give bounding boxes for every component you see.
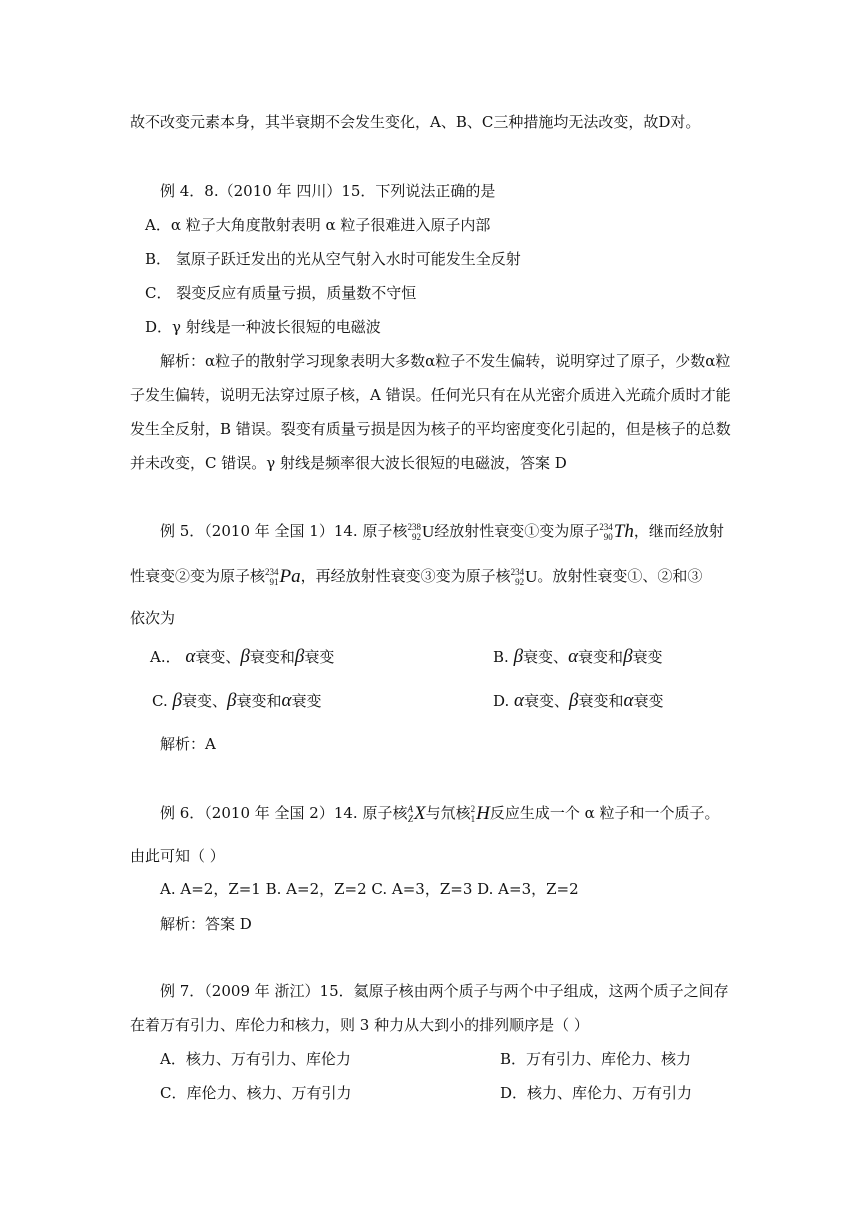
atomic-number: Z — [407, 814, 413, 824]
element-symbol: Th — [613, 521, 634, 542]
ex6-text-1c: 反应生成一个 α 粒子和一个质子。 — [489, 804, 720, 822]
mass-number: 238 — [407, 522, 421, 532]
ex5-stem-line-1 — [160, 520, 724, 543]
option-label: C. — [152, 692, 168, 710]
ex6-text-1b: 与氘核 — [425, 804, 471, 822]
nuclide-x — [407, 803, 425, 825]
ex5-stem-line-3: 依次为 — [130, 609, 176, 627]
ex7-option-d: D．核力、库伦力、万有引力 — [500, 1084, 693, 1102]
ex5-option-b — [493, 646, 663, 668]
ex4-analysis-line-4: 并未改变，C 错误。γ 射线是频率很大波长很短的电磁波，答案 D — [130, 454, 567, 472]
greek-symbol: β — [569, 690, 579, 711]
ex5-option-a — [150, 646, 334, 668]
greek-symbol: α — [514, 690, 525, 711]
atomic-number: 91 — [269, 577, 279, 587]
atomic-number: 90 — [603, 532, 613, 542]
option-text: 衰变和 — [578, 648, 624, 666]
greek-symbol: β — [513, 646, 524, 667]
ex4-option-b: B． 氢原子跃迁发出的光从空气射入水时可能发生全反射 — [145, 250, 521, 268]
ex5-text-2c: 。放射性衰变①、②和③ — [537, 567, 703, 585]
ex4-analysis-line-2: 子发生偏转，说明无法穿过原子核，A 错误。任何光只有在从光密介质进入光疏介质时才能 — [130, 386, 731, 404]
greek-symbol: β — [294, 646, 305, 667]
ex5-option-d — [493, 690, 664, 712]
nuclide-pa234 — [265, 566, 301, 588]
ex4-option-c: C． 裂变反应有质量亏损，质量数不守恒 — [145, 284, 417, 302]
element-symbol: X — [413, 803, 426, 824]
option-label: D. — [493, 692, 510, 710]
option-text: 衰变 — [304, 648, 335, 666]
ex5-stem-line-2 — [130, 565, 702, 588]
option-text: 衰变和 — [578, 692, 624, 710]
ex6-options: A. A=2，Z=1 B. A=2，Z=2 C. A=3，Z=3 D. A=3，Z=2 — [160, 880, 579, 898]
nuclide-th234 — [599, 521, 634, 543]
option-text: 衰变、 — [195, 648, 241, 666]
atomic-number: 92 — [515, 577, 525, 587]
atomic-number: 92 — [411, 532, 421, 542]
ex4-analysis-line-1: 解析：α粒子的散射学习现象表明大多数α粒子不发生偏转，说明穿过了原子，少数α粒 — [160, 352, 731, 370]
ex5-text-1b: 经放射性衰变①变为原子 — [434, 522, 600, 540]
atomic-number: 1 — [470, 814, 476, 824]
ex4-stem: 例 4．8.（2010 年 四川）15．下列说法正确的是 — [160, 182, 496, 200]
ex5-analysis: 解析：A — [160, 735, 216, 753]
ex5-text-2a: 性衰变②变为原子核 — [130, 567, 266, 585]
option-label: B. — [493, 648, 509, 666]
ex5-option-c — [152, 690, 321, 712]
mass-number: 234 — [599, 522, 613, 532]
ex7-stem-line-1: 例 7．（2009 年 浙江）15．氦原子核由两个质子与两个中子组成，这两个质子之间存 — [160, 982, 729, 1000]
option-text: 衰变和 — [236, 692, 282, 710]
ex5-text-1c: ，继而经放射 — [633, 522, 724, 540]
mass-number: 2 — [470, 804, 476, 814]
greek-symbol: α — [568, 646, 579, 667]
ex7-option-b: B．万有引力、库伦力、核力 — [500, 1050, 692, 1068]
option-label: A.． — [150, 648, 181, 666]
option-text: 衰变和 — [249, 648, 295, 666]
ex4-option-d: D．γ 射线是一种波长很短的电磁波 — [145, 318, 381, 336]
element-symbol: H — [476, 803, 490, 824]
top-line: 故不改变元素本身，其半衰期不会发生变化，A、B、C三种措施均无法改变，故D对。 — [130, 113, 701, 131]
option-text: 衰变 — [633, 692, 664, 710]
option-text: 衰变 — [632, 648, 663, 666]
greek-symbol: α — [185, 646, 196, 667]
mass-number: 234 — [510, 567, 525, 577]
mass-number: 234 — [265, 567, 279, 577]
option-text: 衰变、 — [524, 692, 570, 710]
option-text: 衰变 — [291, 692, 322, 710]
mass-number: A — [407, 804, 413, 814]
greek-symbol: α — [281, 690, 292, 711]
ex4-analysis-line-3: 发生全反射，B 错误。裂变有质量亏损是因为核子的平均密度变化引起的，但是核子的总数 — [130, 420, 731, 438]
ex6-stem-line-1 — [160, 802, 720, 825]
ex5-text-1a: 例 5．（2010 年 全国 1）14. 原子核 — [160, 522, 408, 540]
nuclide-deuterium — [471, 803, 490, 825]
ex7-option-c: C．库伦力、核力、万有引力 — [160, 1084, 352, 1102]
option-text: 衰变、 — [181, 692, 227, 710]
nuclide-u234 — [511, 567, 538, 587]
greek-symbol: β — [226, 690, 237, 711]
ex6-stem-line-2: 由此可知（ ） — [130, 847, 225, 865]
greek-symbol: α — [623, 690, 634, 711]
element-symbol: U — [421, 522, 435, 541]
greek-symbol: β — [240, 646, 250, 667]
element-symbol: U — [525, 567, 538, 586]
option-text: 衰变、 — [523, 648, 569, 666]
ex6-analysis: 解析：答案 D — [160, 915, 252, 933]
ex7-option-a: A．核力、万有引力、库伦力 — [160, 1050, 351, 1068]
ex7-stem-line-2: 在着万有引力、库伦力和核力，则 3 种力从大到小的排列顺序是（ ） — [130, 1016, 589, 1034]
ex6-text-1a: 例 6．（2010 年 全国 2）14. 原子核 — [160, 804, 408, 822]
element-symbol: Pa — [279, 566, 301, 587]
ex5-text-2b: ，再经放射性衰变③变为原子核 — [300, 567, 511, 585]
ex4-option-a: A．α 粒子大角度散射表明 α 粒子很难进入原子内部 — [145, 216, 491, 234]
nuclide-u238 — [407, 522, 434, 542]
greek-symbol: β — [172, 690, 182, 711]
greek-symbol: β — [623, 646, 633, 667]
